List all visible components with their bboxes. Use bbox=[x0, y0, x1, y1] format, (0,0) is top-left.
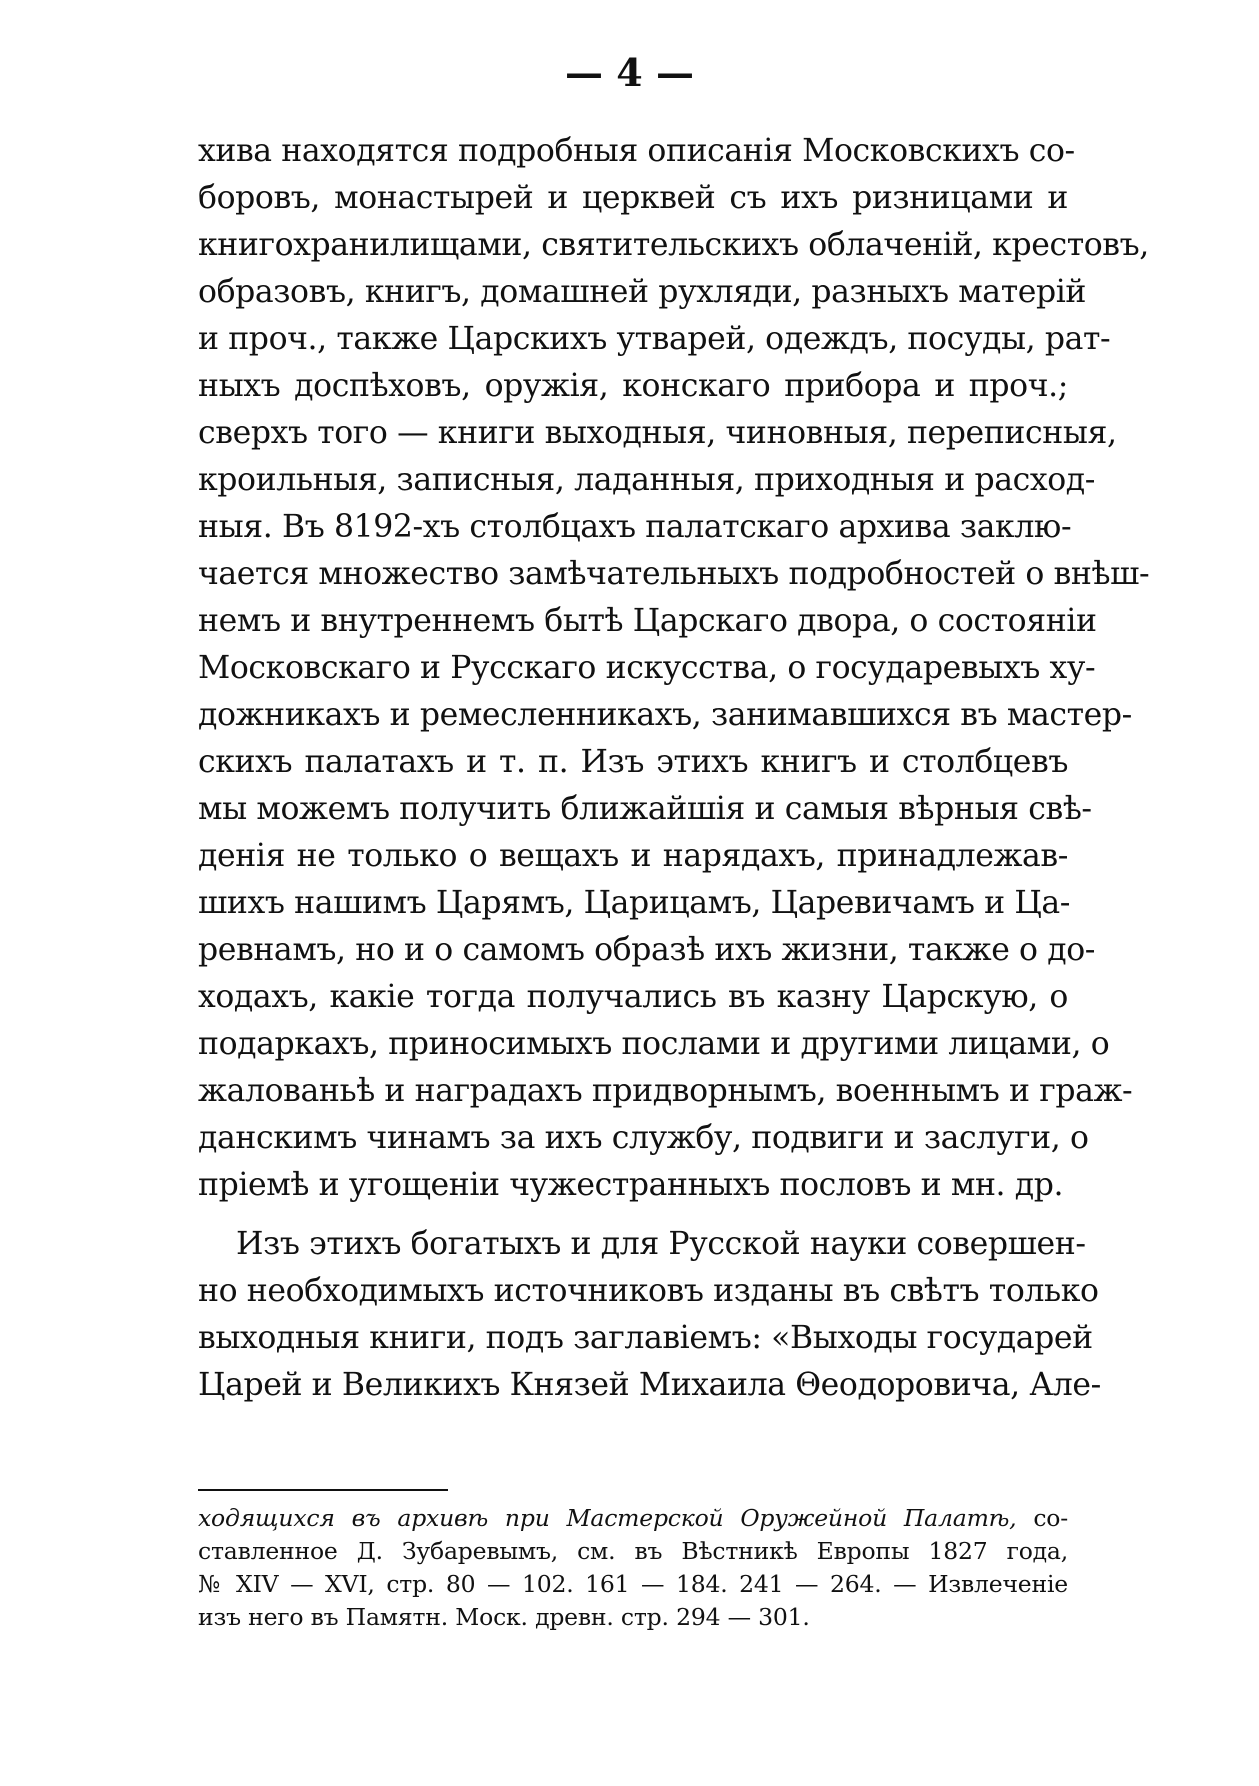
text-line: хива находятся подробныя описанія Московскихъ со- bbox=[198, 133, 1075, 169]
text-line: денія не только о вещахъ и нарядахъ, принадлежав- bbox=[198, 838, 1068, 874]
text-line: немъ и внутреннемъ бытѣ Царскаго двора, о состояніи bbox=[198, 603, 1097, 639]
footnote bbox=[198, 1502, 1068, 1634]
text-line: пріемѣ и угощеніи чужестранныхъ пословъ и мн. др. bbox=[198, 1167, 1064, 1203]
text-line: данскимъ чинамъ за ихъ службу, подвиги и заслуги, о bbox=[198, 1120, 1089, 1156]
footnote-divider bbox=[198, 1489, 448, 1491]
text-line: кроильныя, записныя, ладанныя, приходныя и расход- bbox=[198, 462, 1096, 498]
text-line: мы можемъ получить ближайшія и самыя вѣрныя свѣ- bbox=[198, 791, 1092, 827]
paragraph-1 bbox=[198, 128, 1150, 1209]
text-line: ныя. Въ 8192-хъ столбцахъ палатскаго архива заклю- bbox=[198, 509, 1072, 545]
text-line: образовъ, книгъ, домашней рухляди, разныхъ матерій bbox=[198, 274, 1086, 310]
paragraph-gap bbox=[198, 1209, 1068, 1221]
text-line: ревнамъ, но и о самомъ образѣ ихъ жизни, также о до- bbox=[198, 932, 1096, 968]
text-line: подаркахъ, приносимыхъ послами и другими лицами, о bbox=[198, 1026, 1110, 1062]
text-line: книгохранилищами, святительскихъ облаченій, крестовъ, bbox=[198, 227, 1149, 263]
text-line: ныхъ доспѣховъ, оружія, конскаго прибора и проч.; bbox=[198, 368, 1068, 404]
footnote-line: ставленное Д. Зубаревымъ, см. въ Вѣстникѣ Европы 1827 года, bbox=[198, 1537, 1068, 1565]
text-line: ходахъ, какіе тогда получались въ казну Царскую, о bbox=[198, 979, 1068, 1015]
footnote-text: со- bbox=[1016, 1504, 1069, 1532]
main-text bbox=[198, 128, 1150, 1409]
paragraph-2 bbox=[198, 1221, 1101, 1409]
text-line: выходныя книги, подъ заглавіемъ: «Выходы государей bbox=[198, 1320, 1093, 1356]
footnote-line: изъ него въ Памятн. Моск. древн. стр. 294 — 301. bbox=[198, 1603, 810, 1631]
text-line: Изъ этихъ богатыхъ и для Русской науки совершен- bbox=[236, 1226, 1086, 1262]
text-line: Царей и Великихъ Князей Михаила Θеодоровича, Але- bbox=[198, 1367, 1101, 1403]
footnote-line bbox=[198, 1502, 1068, 1535]
text-line: шихъ нашимъ Царямъ, Царицамъ, Царевичамъ и Ца- bbox=[198, 885, 1071, 921]
text-line: и проч., также Царскихъ утварей, одеждъ, посуды, рат- bbox=[198, 321, 1111, 357]
text-line: но необходимыхъ источниковъ изданы въ свѣтъ только bbox=[198, 1273, 1099, 1309]
footnote-italic-text: ходящихся въ архивѣ при Мастерской Оружейной Палатѣ, bbox=[198, 1504, 1017, 1532]
page-number: — 4 — bbox=[565, 50, 694, 95]
text-line: сверхъ того — книги выходныя, чиновныя, переписныя, bbox=[198, 415, 1117, 451]
text-line: боровъ, монастырей и церквей съ ихъ ризницами и bbox=[198, 180, 1068, 216]
text-line: Московскаго и Русскаго искусства, о государевыхъ ху- bbox=[198, 650, 1096, 686]
text-line: жалованьѣ и наградахъ придворнымъ, военнымъ и граж- bbox=[198, 1073, 1133, 1109]
text-line: дожникахъ и ремесленникахъ, занимавшихся въ мастер- bbox=[198, 697, 1132, 733]
footnote-line: № XIV — XVI, стр. 80 — 102. 161 — 184. 241 — 264. — Извлеченіе bbox=[198, 1570, 1068, 1598]
text-line: скихъ палатахъ и т. п. Изъ этихъ книгъ и столбцевъ bbox=[198, 744, 1068, 780]
text-line: чается множество замѣчательныхъ подробностей о внѣш- bbox=[198, 556, 1150, 592]
